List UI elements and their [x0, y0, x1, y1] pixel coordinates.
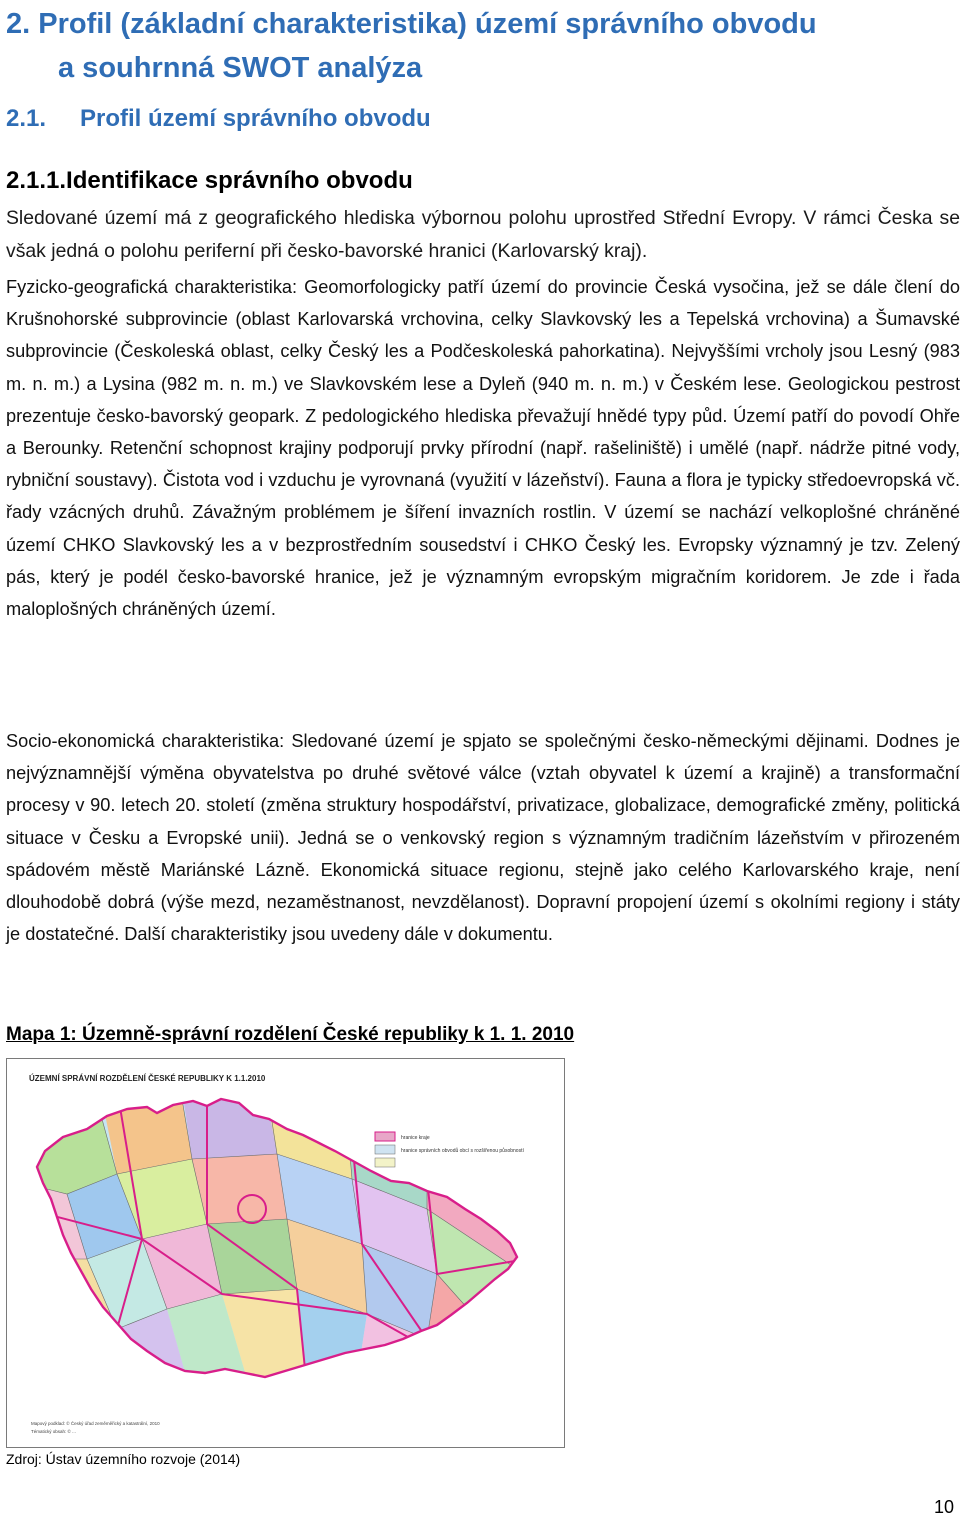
- czech-admin-map: [7, 1059, 564, 1447]
- legend-label-district: hranice správních obvodů obcí s rozšířenou působností: [401, 1148, 524, 1154]
- map-caption: Mapa 1: Územně-správní rozdělení České republiky k 1. 1. 2010: [6, 1024, 575, 1045]
- map-footer-line1: Mapový podklad: © Český úřad zeměměřický a katastrální, 2010: [31, 1421, 160, 1426]
- intro-paragraph: Sledované území má z geografického hlediska výbornou polohu uprostřed Střední Evropy. V rámci Česka se však jedná o polohu periferní při česko-bavorské hranici (Karlovarský kraj).: [6, 207, 960, 262]
- legend-label-region: hranice kraje: [401, 1135, 430, 1141]
- physical-geography-paragraph: Fyzicko-geografická charakteristika: Geomorfologicky patří území do provincie Česká vysočina, jež se dále člení do Krušnohorské subprovincie (oblast Karlovarská vrchovina, celky Slavkovský les a Tepelská vrchovina) a Šumavské subprovincie (Českoleská oblast, celky Český les a Podčeskoleská pahorkatina). Nejvyššími vrcholy jsou Lesný (983 m. n. m.) a Lysina (982 m. n. m.) ve Slavkovském lese a Dyleň (940 m. n. m.) v Českém lese. Geologickou pestrost prezentuje česko-bavorský geopark. Z pedologického hlediska převažují hnědé typy půd. Území patří do povodí Ohře a Berounky. Retenční schopnost krajiny podporují prvky přírodní (např. rašeliniště) i umělé (např. nádrže pitné vody, rybniční soustavy). Čistota vod i vzduchu je vyrovnaná (využití v lázeňství). Fauna a flora je typicky středoevropská vč. řady vzácných druhů. Závažným problémem je šíření invazních rostlin. V území se nachází velkoplošné chráněné území CHKO Slavkovský les a v bezprostředním sousedství i CHKO Český les. Evropsky významný je tzv. Zelený pás, který je podél česko-bavorské hranice, jež je významným evropským migračním koridorem. Je zde i řada maloplošných chráněných území.: [6, 277, 960, 620]
- map-figure: [6, 1058, 565, 1448]
- socioeconomic-paragraph: Socio-ekonomická charakteristika: Sledované území je spjato se společnými česko-německými dějinami. Dodnes je nejvýznamnější výměna obyvatelstva po druhé světové válce (vztah obyvatel k území a krajině) a transformační procesy v 90. letech 20. století (změna struktury hospodářství, privatizace, globalizace, demografické změny, politická situace v Česku a Evropské unii). Jedná se o venkovský region s významným tradičním lázeňstvím v přirozeném spádovém městě Mariánské Lázně. Ekonomická situace regionu, stejně jako celého Karlovarského kraje, není dlouhodobě dobrá (výše mezd, nezaměstnanost, nevzdělanost). Dopravní propojení území s okolními regiony i státy je dostatečné. Další charakteristiky jsou uvedeny dále v dokumentu.: [6, 731, 960, 945]
- map-districts: [7, 1059, 564, 1447]
- section-number: 2.1.: [6, 105, 47, 132]
- legend-swatch-other: [375, 1158, 395, 1167]
- chapter-heading: [6, 2, 956, 90]
- section-heading: [6, 102, 431, 136]
- legend: [375, 1132, 524, 1167]
- map-footer-line2: Tématický obsah: © ...: [31, 1429, 76, 1434]
- legend-swatch-district: [375, 1145, 395, 1154]
- source-note: Zdroj: Ústav územního rozvoje (2014): [6, 1451, 241, 1467]
- chapter-heading-line2: a souhrnná SWOT analýza: [58, 52, 423, 84]
- section-title: Profil území správního obvodu: [80, 105, 431, 132]
- legend-swatch-region: [375, 1132, 395, 1141]
- page-number: 10: [933, 1497, 954, 1517]
- chapter-heading-line1: 2. Profil (základní charakteristika) území správního obvodu: [6, 8, 817, 40]
- map-inner-title: ÚZEMNÍ SPRÁVNÍ ROZDĚLENÍ ČESKÉ REPUBLIKY K 1.1.2010: [29, 1074, 266, 1083]
- map-footer: [31, 1420, 160, 1434]
- subsection-heading: 2.1.1.Identifikace správního obvodu: [6, 167, 413, 194]
